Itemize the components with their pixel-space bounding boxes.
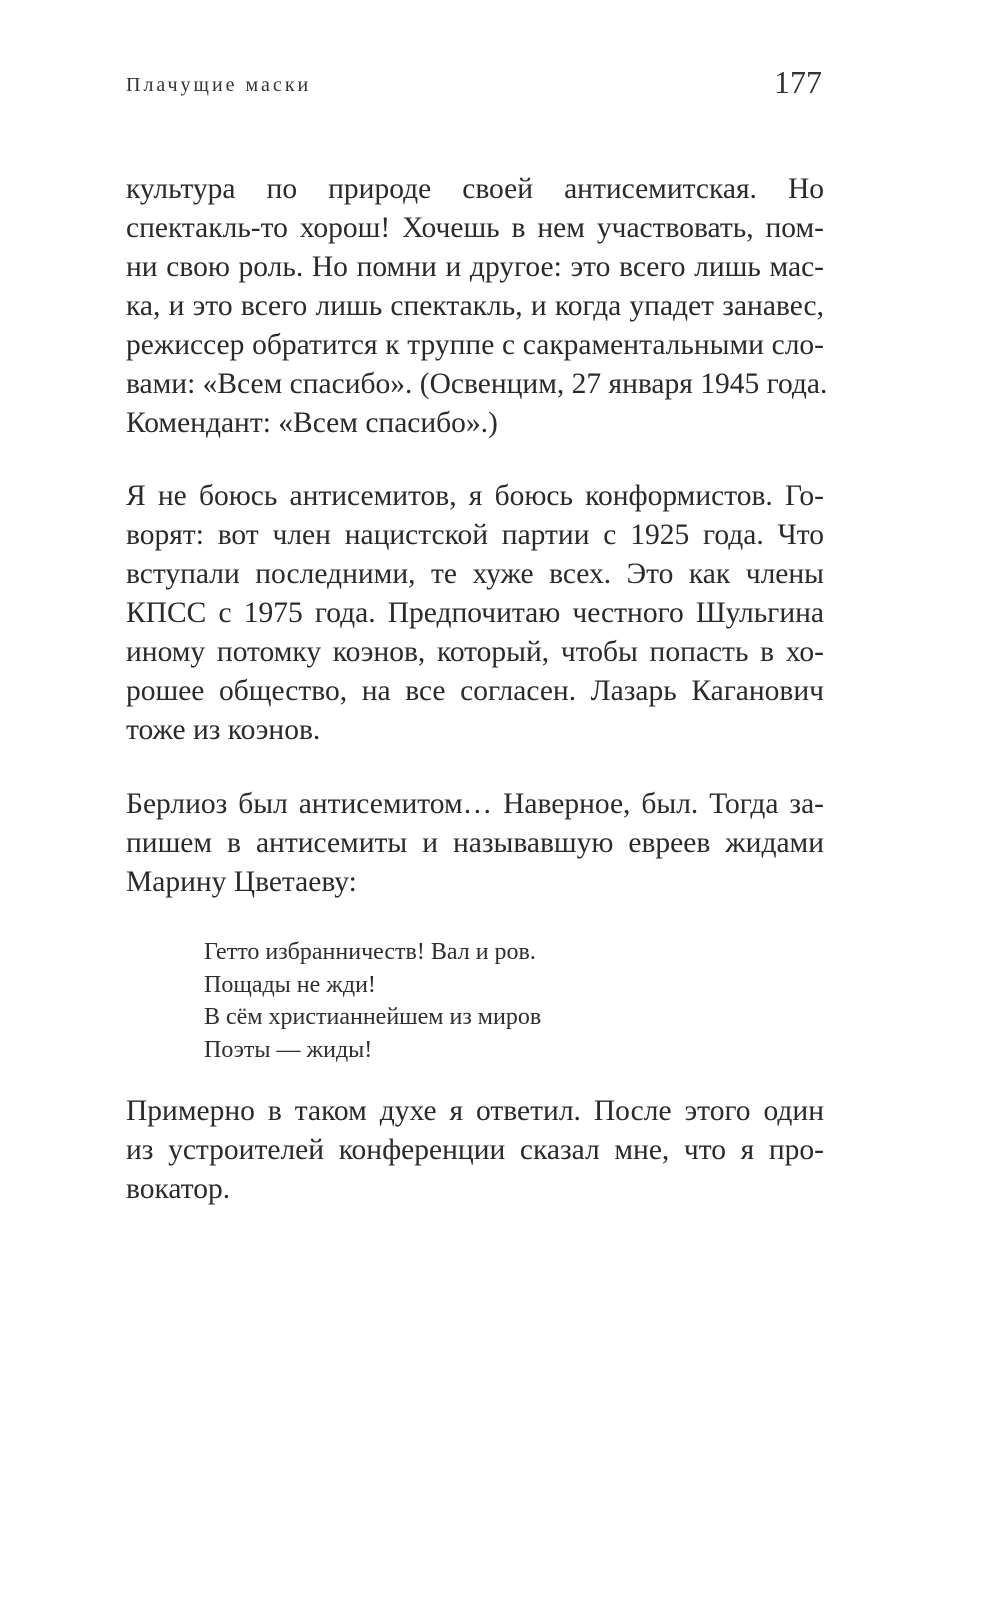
poem-verse: Пощады не жди! <box>204 971 376 998</box>
text-line: ни свою роль. Но помни и другое: это всего лишь мас- <box>126 251 824 283</box>
poem-verse: Поэты — жиды! <box>204 1036 373 1063</box>
text-line: КПСС с 1975 года. Предпочитаю честного Шульгина <box>126 597 824 629</box>
text-line: тоже из коэнов. <box>126 714 321 746</box>
text-line: из устроителей конференции сказал мне, что я про- <box>126 1134 824 1166</box>
text-line: Я не боюсь антисемитов, я боюсь конформистов. Го- <box>126 480 824 512</box>
paragraph-4 <box>126 1092 824 1209</box>
text-line: иному потомку коэнов, который, чтобы попасть в хо- <box>126 636 824 668</box>
paragraph-3 <box>126 785 824 902</box>
text-line: Берлиоз был антисемитом… Наверное, был. Тогда за- <box>126 788 824 820</box>
text-line: режиссер обратится к труппе с сакраментальными сло- <box>126 329 824 361</box>
text-line: спектакль-то хорош! Хочешь в нем участвовать, пом- <box>126 212 824 244</box>
text-line: Марину Цветаеву: <box>126 866 357 898</box>
text-line: ворят: вот член нацистской партии с 1925 года. Что <box>126 519 824 551</box>
page-number: 177 <box>774 64 822 100</box>
running-title: Плачущие маски <box>126 74 312 96</box>
text-line: рошее общество, на все согласен. Лазарь Каганович <box>126 675 824 707</box>
paragraph-2 <box>126 477 824 750</box>
paragraph-1 <box>126 170 828 443</box>
text-line: ка, и это всего лишь спектакль, и когда упадет занавес, <box>126 290 824 322</box>
text-line: Примерно в таком духе я ответил. После этого один <box>126 1095 824 1127</box>
text-line: вступали последними, те хуже всех. Это как члены <box>126 558 824 590</box>
poem-quote <box>204 936 541 1066</box>
poem-verse: В сём христианнейшем из миров <box>204 1004 542 1030</box>
text-line: вами: «Всем спасибо». (Освенцим, 27 января 1945 года. <box>126 368 828 400</box>
text-line: вокатор. <box>126 1173 231 1205</box>
text-line: культура по природе своей антисемитская. Но <box>126 173 824 205</box>
poem-verse: Гетто избранничеств! Вал и ров. <box>204 939 536 965</box>
text-line: Комендант: «Всем спасибо».) <box>126 407 498 439</box>
text-line: пишем в антисемиты и называвшую евреев жидами <box>126 827 824 859</box>
